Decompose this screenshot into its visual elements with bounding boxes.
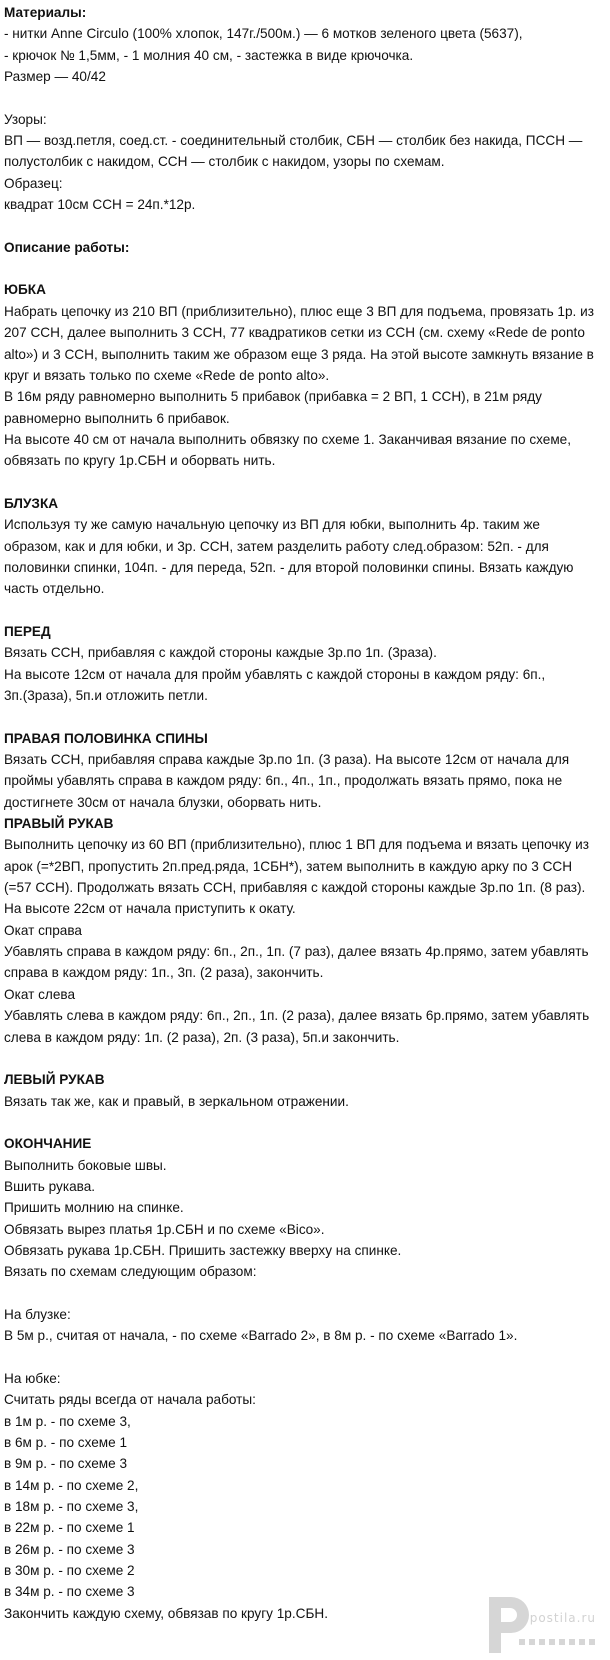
text-line: (=57 ССН). Продолжать вязать ССН, прибавляя с каждой стороны каждые 3р.по 1п. (8 раз). [4, 880, 586, 896]
text-line: Считать ряды всегда от начала работы: [4, 1392, 256, 1408]
text-line: проймы убавлять справа в каждом ряду: 6п., 4п., 1п., продолжать вязать прямо, пока не [4, 773, 563, 789]
text-line: достигнете 30см от начала блузки, оборвать нить. [4, 794, 322, 810]
section-heading: ПЕРЕД [4, 623, 51, 639]
text-line: в 1м р. - по схеме 3, [4, 1413, 131, 1429]
section-heading: ЛЕВЫЙ РУКАВ [4, 1072, 105, 1088]
section-heading: ПРАВАЯ ПОЛОВИНКА СПИНЫ [4, 730, 208, 746]
text-line: Размер — 40/42 [4, 69, 106, 85]
text-line: обвязать по кругу 1р.СБН и оборвать нить. [4, 453, 276, 469]
blank-line [4, 1112, 604, 1133]
text-line: половинки спинки, 104п. - для переда, 52п. - для второй половинки спины. Вязать каждую [4, 559, 574, 575]
section-heading: Материалы: [4, 5, 87, 20]
text-line: На юбке: [4, 1371, 61, 1386]
text-line: Обвязать вырез платья 1р.СБН и по схеме «Bico». [4, 1221, 325, 1237]
blank-line [4, 706, 604, 727]
text-line: квадрат 10см ССН = 24п.*12р. [4, 197, 196, 213]
section-heading: ОКОНЧАНИЕ [4, 1136, 92, 1152]
text-line: Пришить молнию на спинке. [4, 1200, 184, 1216]
section-heading: ПРАВЫЙ РУКАВ [4, 816, 114, 832]
text-line: Выполнить цепочку из 60 ВП (приблизительно), плюс 1 ВП для подъема и вязать цепочку из [4, 837, 589, 853]
text-line: Набрать цепочку из 210 ВП (приблизительно), плюс еще 3 ВП для подъема, провязать 1р. из [4, 303, 594, 319]
text-line: часть отдельно. [4, 581, 105, 597]
text-line: В 16м ряду равномерно выполнить 5 прибавок (прибавка = 2 ВП, 1 ССН), в 21м ряду [4, 389, 542, 405]
text-line: Вязать ССН, прибавляя справа каждые 3р.по 1п. (3 раза). На высоте 12см от начала для [4, 752, 570, 768]
text-line: в 30м р. - по схеме 2 [4, 1563, 135, 1579]
text-line: На высоте 22см от начала приступить к окату. [4, 901, 296, 917]
watermark-text: postila.ru [529, 1611, 596, 1625]
text-line: арок (=*2ВП, пропустить 2п.пред.ряда, 1СБН*), затем выполнить в каждую арку по 3 ССН [4, 858, 573, 874]
blank-line [4, 472, 604, 493]
text-line: На высоте 40 см от начала выполнить обвязку по схеме 1. Заканчивая вязание по схеме, [4, 431, 572, 447]
section-heading: ЮБКА [4, 282, 46, 298]
text-line: Окат справа [4, 922, 82, 938]
text-line: Убавлять справа в каждом ряду: 6п., 2п., 1п. (7 раз), далее вязать 4р.прямо, затем убавлять [4, 944, 589, 960]
text-line: в 14м р. - по схеме 2, [4, 1477, 139, 1493]
text-line: в 22м р. - по схеме 1 [4, 1520, 135, 1536]
text-line: в 18м р. - по схеме 3, [4, 1499, 139, 1515]
blank-line [4, 87, 604, 108]
text-line: В 5м р., считая от начала, - по схеме «Barrado 2», в 8м р. - по схеме «Barrado 1». [4, 1328, 518, 1344]
text-line: - крючок № 1,5мм, - 1 молния 40 см, - застежка в виде крючочка. [4, 47, 414, 63]
text-line: Закончить каждую схему, обвязав по кругу 1р.СБН. [4, 1605, 328, 1621]
text-line: образом, как и для юбки, и 3р. ССН, затем разделить работу след.образом: 52п. - для [4, 538, 549, 554]
text-line: Убавлять слева в каждом ряду: 6п., 2п., 1п. (2 раза), далее вязать 6р.прямо, затем убавлять [4, 1008, 590, 1024]
text-line: Вшить рукава. [4, 1178, 96, 1194]
text-line: На блузке: [4, 1306, 71, 1322]
text-line: слева в каждом ряду: 1п. (2 раза), 2п. (3 раза), 5п.и закончить. [4, 1029, 400, 1045]
text-line: равномерно выполнить 6 прибавок. [4, 410, 230, 426]
text-line: На высоте 12см от начала для пройм убавлять с каждой стороны в каждом ряду: 6п., [4, 666, 546, 682]
document-text [4, 2, 604, 1624]
text-line: Узоры: [4, 111, 47, 127]
blank-line [4, 1048, 604, 1069]
text-line: 3п.(3раза), 5п.и отложить петли. [4, 688, 208, 703]
text-line: круг и вязать только по схеме «Rede de ponto alto». [4, 367, 330, 383]
text-line: полустолбик с накидом, ССН — столбик с накидом, узоры по схемам. [4, 154, 445, 170]
section-heading: Описание работы: [4, 239, 130, 255]
text-line: в 34м р. - по схеме 3 [4, 1584, 135, 1600]
text-line: 207 ССН, далее выполнить 3 ССН, 77 квадратиков сетки из ССН (см. схему «Rede de ponto [4, 325, 585, 341]
blank-line [4, 600, 604, 621]
text-line: Вязать по схемам следующим образом: [4, 1264, 257, 1280]
text-line: Выполнить боковые швы. [4, 1157, 167, 1173]
blank-line [4, 258, 604, 279]
text-line: Окат слева [4, 986, 76, 1002]
text-line: Вязать так же, как и правый, в зеркальном отражении. [4, 1093, 349, 1109]
text-line: ВП — возд.петля, соед.ст. - соединительный столбик, СБН — столбик без накида, ПССН — [4, 133, 583, 149]
text-line: alto») и 3 ССН, выполнить таким же образом еще 3 ряда. На этой высоте замкнуть вязание в [4, 346, 594, 362]
text-line: справа в каждом ряду: 1п., 3п. (2 раза), закончить. [4, 965, 324, 981]
section-heading: БЛУЗКА [4, 495, 59, 511]
postila-logo-icon [429, 1595, 604, 1655]
text-line: в 26м р. - по схеме 3 [4, 1541, 135, 1557]
text-line: в 9м р. - по схеме 3 [4, 1456, 128, 1472]
text-line: Обвязать рукава 1р.СБН. Пришить застежку вверху на спинке. [4, 1242, 402, 1258]
text-line: - нитки Anne Circulo (100% хлопок, 147г./500м.) — 6 мотков зеленого цвета (5637), [4, 26, 523, 42]
text-line: Образец: [4, 175, 63, 191]
postila-logo-watermark [429, 1595, 604, 1655]
text-line: в 6м р. - по схеме 1 [4, 1435, 128, 1451]
text-line: Вязать ССН, прибавляя с каждой стороны каждые 3р.по 1п. (3раза). [4, 645, 437, 661]
blank-line [4, 1283, 604, 1304]
blank-line [4, 215, 604, 236]
text-line: Используя ту же самую начальную цепочку из ВП для юбки, выполнить 4р. таким же [4, 517, 540, 533]
blank-line [4, 1347, 604, 1368]
